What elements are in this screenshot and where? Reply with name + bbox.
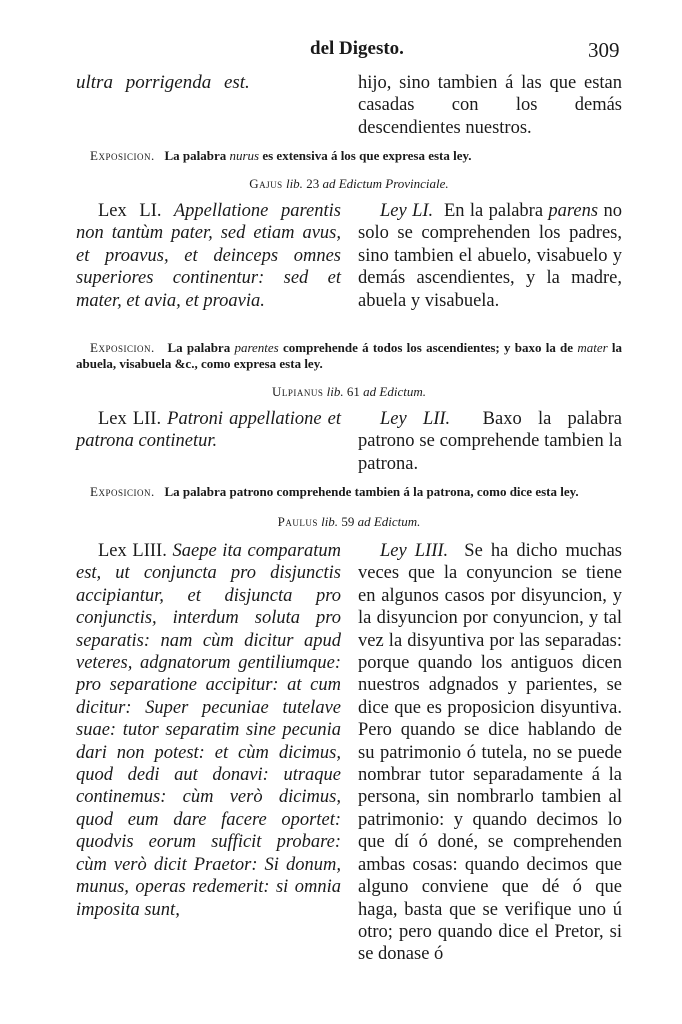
lex-52-section <box>0 408 682 478</box>
exposicion-1 <box>76 148 622 164</box>
source-lib: lib. <box>285 176 303 191</box>
exposicion-text: La palabra patrono comprehende tambien á la patrona, como dice esta ley. <box>164 484 579 499</box>
lex-52-latin <box>76 408 341 453</box>
latin-text: Appellatione parentis non tantùm pater, sed etiam avus, et proavus, et deinceps omnes superiores continentur: sed et mater, et avia, et proavia. <box>76 201 341 311</box>
exposicion-text: es extensiva á los que expresa esta ley. <box>259 148 472 163</box>
ley-53-spanish <box>358 540 622 966</box>
exposicion-text: comprehende á todos los ascendientes; y baxo la de <box>278 340 578 355</box>
exposicion-term: nurus <box>229 148 260 163</box>
lex-label: Lex LIII. <box>98 541 167 561</box>
source-citation-2 <box>76 384 622 400</box>
spanish-text: En la palabra <box>443 201 549 221</box>
spanish-fragment: hijo, sino tambien á las que estan casadas con los demás descendientes nuestros. <box>358 73 622 138</box>
exposicion-label: Exposicion. <box>90 340 155 355</box>
lex-53-latin <box>76 540 341 921</box>
lex-51-latin <box>76 200 341 312</box>
source-lib: lib. <box>326 384 344 399</box>
ley-label: Ley LIII. <box>380 541 449 561</box>
source-number: 61 <box>346 384 360 399</box>
source-work: ad Edictum. <box>357 514 421 529</box>
source-author: Gajus <box>249 176 283 191</box>
exposicion-term: mater <box>577 340 608 355</box>
source-citation-1 <box>76 176 622 192</box>
source-author: Paulus <box>277 514 318 529</box>
page-number: 309 <box>588 38 620 62</box>
ley-52-spanish <box>358 408 622 475</box>
exposicion-3 <box>76 484 622 500</box>
lex-53-section <box>0 540 682 1010</box>
exposicion-text: la abuela, visabuela &c., como expresa esta ley. <box>76 340 623 371</box>
running-title: del Digesto. <box>310 38 404 59</box>
source-number: 23 <box>306 176 320 191</box>
spanish-text: Baxo la palabra patrono se comprehende tambien la patrona. <box>358 409 622 474</box>
lex-label: Lex LI. <box>98 201 162 221</box>
spanish-text: no solo se comprehenden los padres, sino tambien el abuelo, visabuelo y demás ascendientes, y la madre, abuela y visabuela. <box>358 201 622 311</box>
exposicion-label: Exposicion. <box>90 148 155 163</box>
lex-label: Lex LII. <box>98 409 162 429</box>
latin-text: Saepe ita comparatum est, ut conjuncta pro disjunctis accipiantur, et disjuncta pro conjunctis, interdum soluta pro separatis: nam cùm dicitur apud veteres, adgnatorum gentiliumque: pro separatione accipitur: at cum dicitur: Super pecuniae tutelave suae: tutor separatim sine pecunia dari non potest: et cùm dicimus, quod dedi aut donavi: utraque continemus: cùm verò dicimus, quod eum dare facere oportet: quodvis eorum sufficit probare: cùm verò dicit Praetor: Si donum, munus, operas redemerit: si omnia imposita sunt, <box>76 541 342 920</box>
exposicion-2 <box>76 340 622 372</box>
lex-51-section <box>0 200 682 335</box>
exposicion-term: parentes <box>234 340 279 355</box>
ley-51-spanish <box>358 200 622 312</box>
exposicion-text: La palabra <box>167 340 235 355</box>
source-number: 59 <box>341 514 355 529</box>
source-work: ad Edictum. <box>363 384 426 399</box>
carryover-fragment <box>0 72 682 142</box>
ley-label: Ley LII. <box>380 409 451 429</box>
exposicion-text: La palabra <box>164 148 230 163</box>
source-citation-3 <box>76 514 622 530</box>
spanish-term: parens <box>548 201 599 221</box>
source-author: Ulpianus <box>272 384 324 399</box>
ley-label: Ley LI. <box>380 201 434 221</box>
source-work: ad Edictum Provinciale. <box>322 176 449 191</box>
running-head <box>0 38 682 68</box>
latin-text: Patroni appellatione et patrona continetur. <box>76 409 341 452</box>
latin-fragment: ultra porrigenda est. <box>76 72 250 93</box>
spanish-text: Se ha dicho muchas veces que la conyuncion se tiene en algunos casos por disyuncion, y la disyuncion por conyuncion, y tal vez la disyuntiva por las separadas: porque quando los antiguos dicen nuestros adgnados y parientes, se dice que es proposicion disyuntiva. Pero quando se dice hablando de su patrimonio ó tutela, no se puede nombrar tutor separadamente á la persona, sin nombrarlo tambien al patrimonio: y quando decimos lo que dí ó doné, se comprehenden ambas cosas: quando decimos que alguno conviene que dé ó que haga, basta que se verifique uno ú otro; pero quando dice el Pretor, si se donase ó <box>358 541 623 965</box>
exposicion-label: Exposicion. <box>90 484 155 499</box>
source-lib: lib. <box>321 514 339 529</box>
